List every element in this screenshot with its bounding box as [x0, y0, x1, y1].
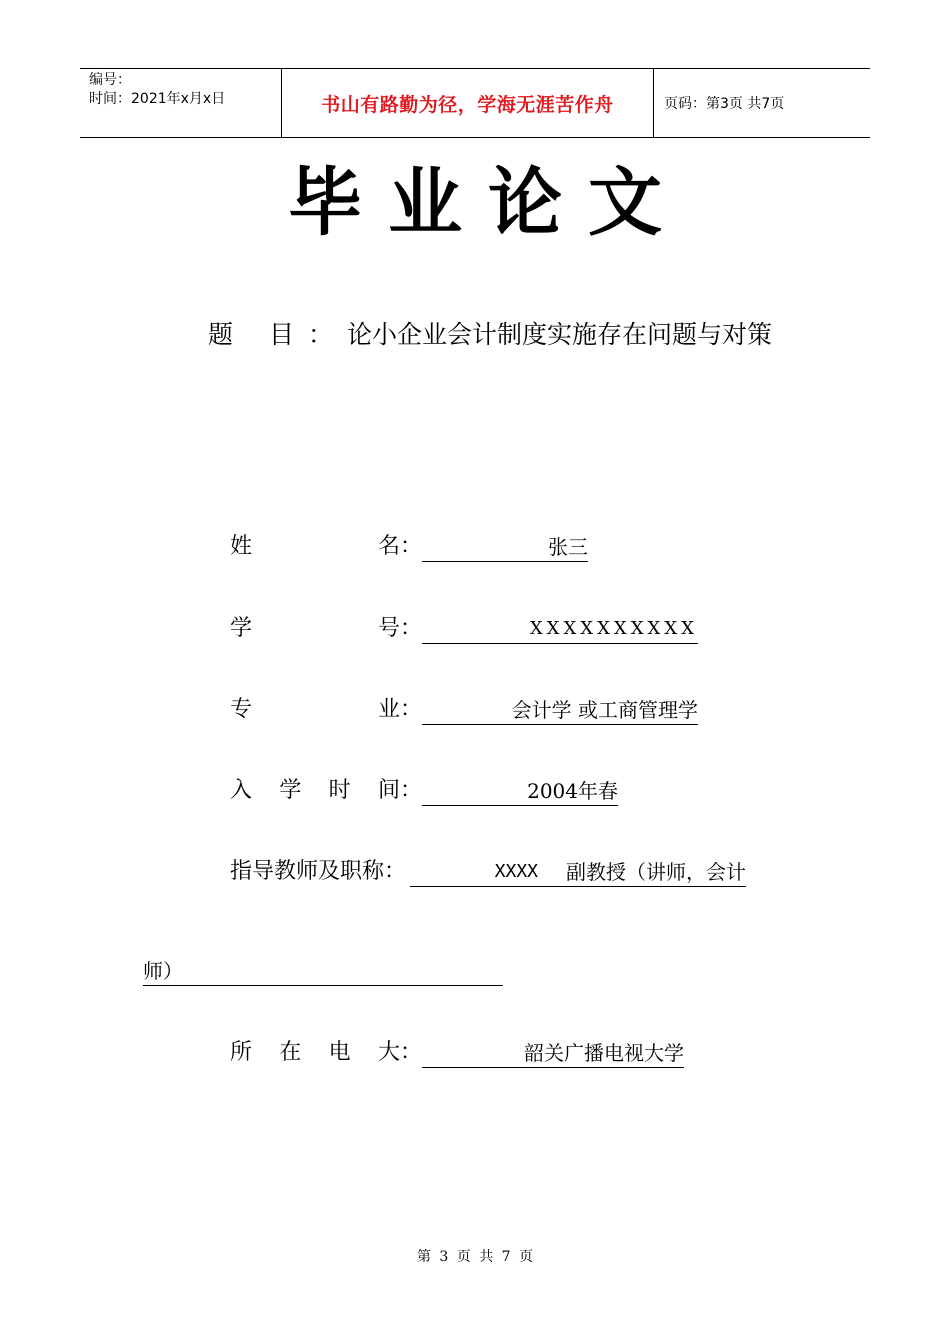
field-name-value: 张三	[422, 534, 588, 562]
field-advisor-value-cont: 师）	[143, 958, 503, 986]
field-university-label: 所 在 电 大：	[230, 1040, 422, 1065]
header-motto: 书山有路勤为径，学海无涯苦作舟	[281, 69, 654, 137]
field-advisor-label: 指导教师及职称：	[230, 859, 407, 884]
main-title: 毕业论文	[288, 160, 688, 246]
subject-value: 论小企业会计制度实施存在问题与对策	[346, 320, 772, 349]
header-table	[80, 68, 870, 138]
field-major	[230, 695, 698, 725]
field-university	[230, 1038, 684, 1068]
page-footer: 第 3 页 共 7 页	[416, 1249, 534, 1265]
time-label: 时间：2021年x月x日	[89, 91, 226, 107]
field-student-id-label: 学 号：	[230, 616, 422, 641]
field-university-value: 韶关广播电视大学	[422, 1040, 684, 1068]
field-advisor-value-title: 副教授（讲师，会计	[564, 859, 746, 887]
field-name	[230, 532, 588, 562]
field-advisor-value-name: XXXX	[410, 859, 564, 887]
field-enrollment-label: 入 学 时 间：	[230, 778, 422, 803]
header-page-info: 页码：第3页 共7页	[664, 96, 785, 112]
field-enrollment	[230, 776, 618, 806]
field-enrollment-value: 2004年春	[422, 778, 618, 806]
field-student-id	[230, 614, 698, 644]
field-name-label: 姓 名：	[230, 534, 422, 559]
field-student-id-value: XXXXXXXXXX	[422, 616, 698, 644]
header-meta	[80, 69, 281, 137]
field-major-label: 专 业：	[230, 697, 422, 722]
subject-line	[208, 318, 772, 352]
field-advisor	[230, 857, 746, 887]
field-major-value: 会计学 或工商管理学	[422, 697, 698, 725]
subject-label: 题 目：	[208, 320, 347, 349]
number-label: 编号：	[89, 72, 131, 88]
